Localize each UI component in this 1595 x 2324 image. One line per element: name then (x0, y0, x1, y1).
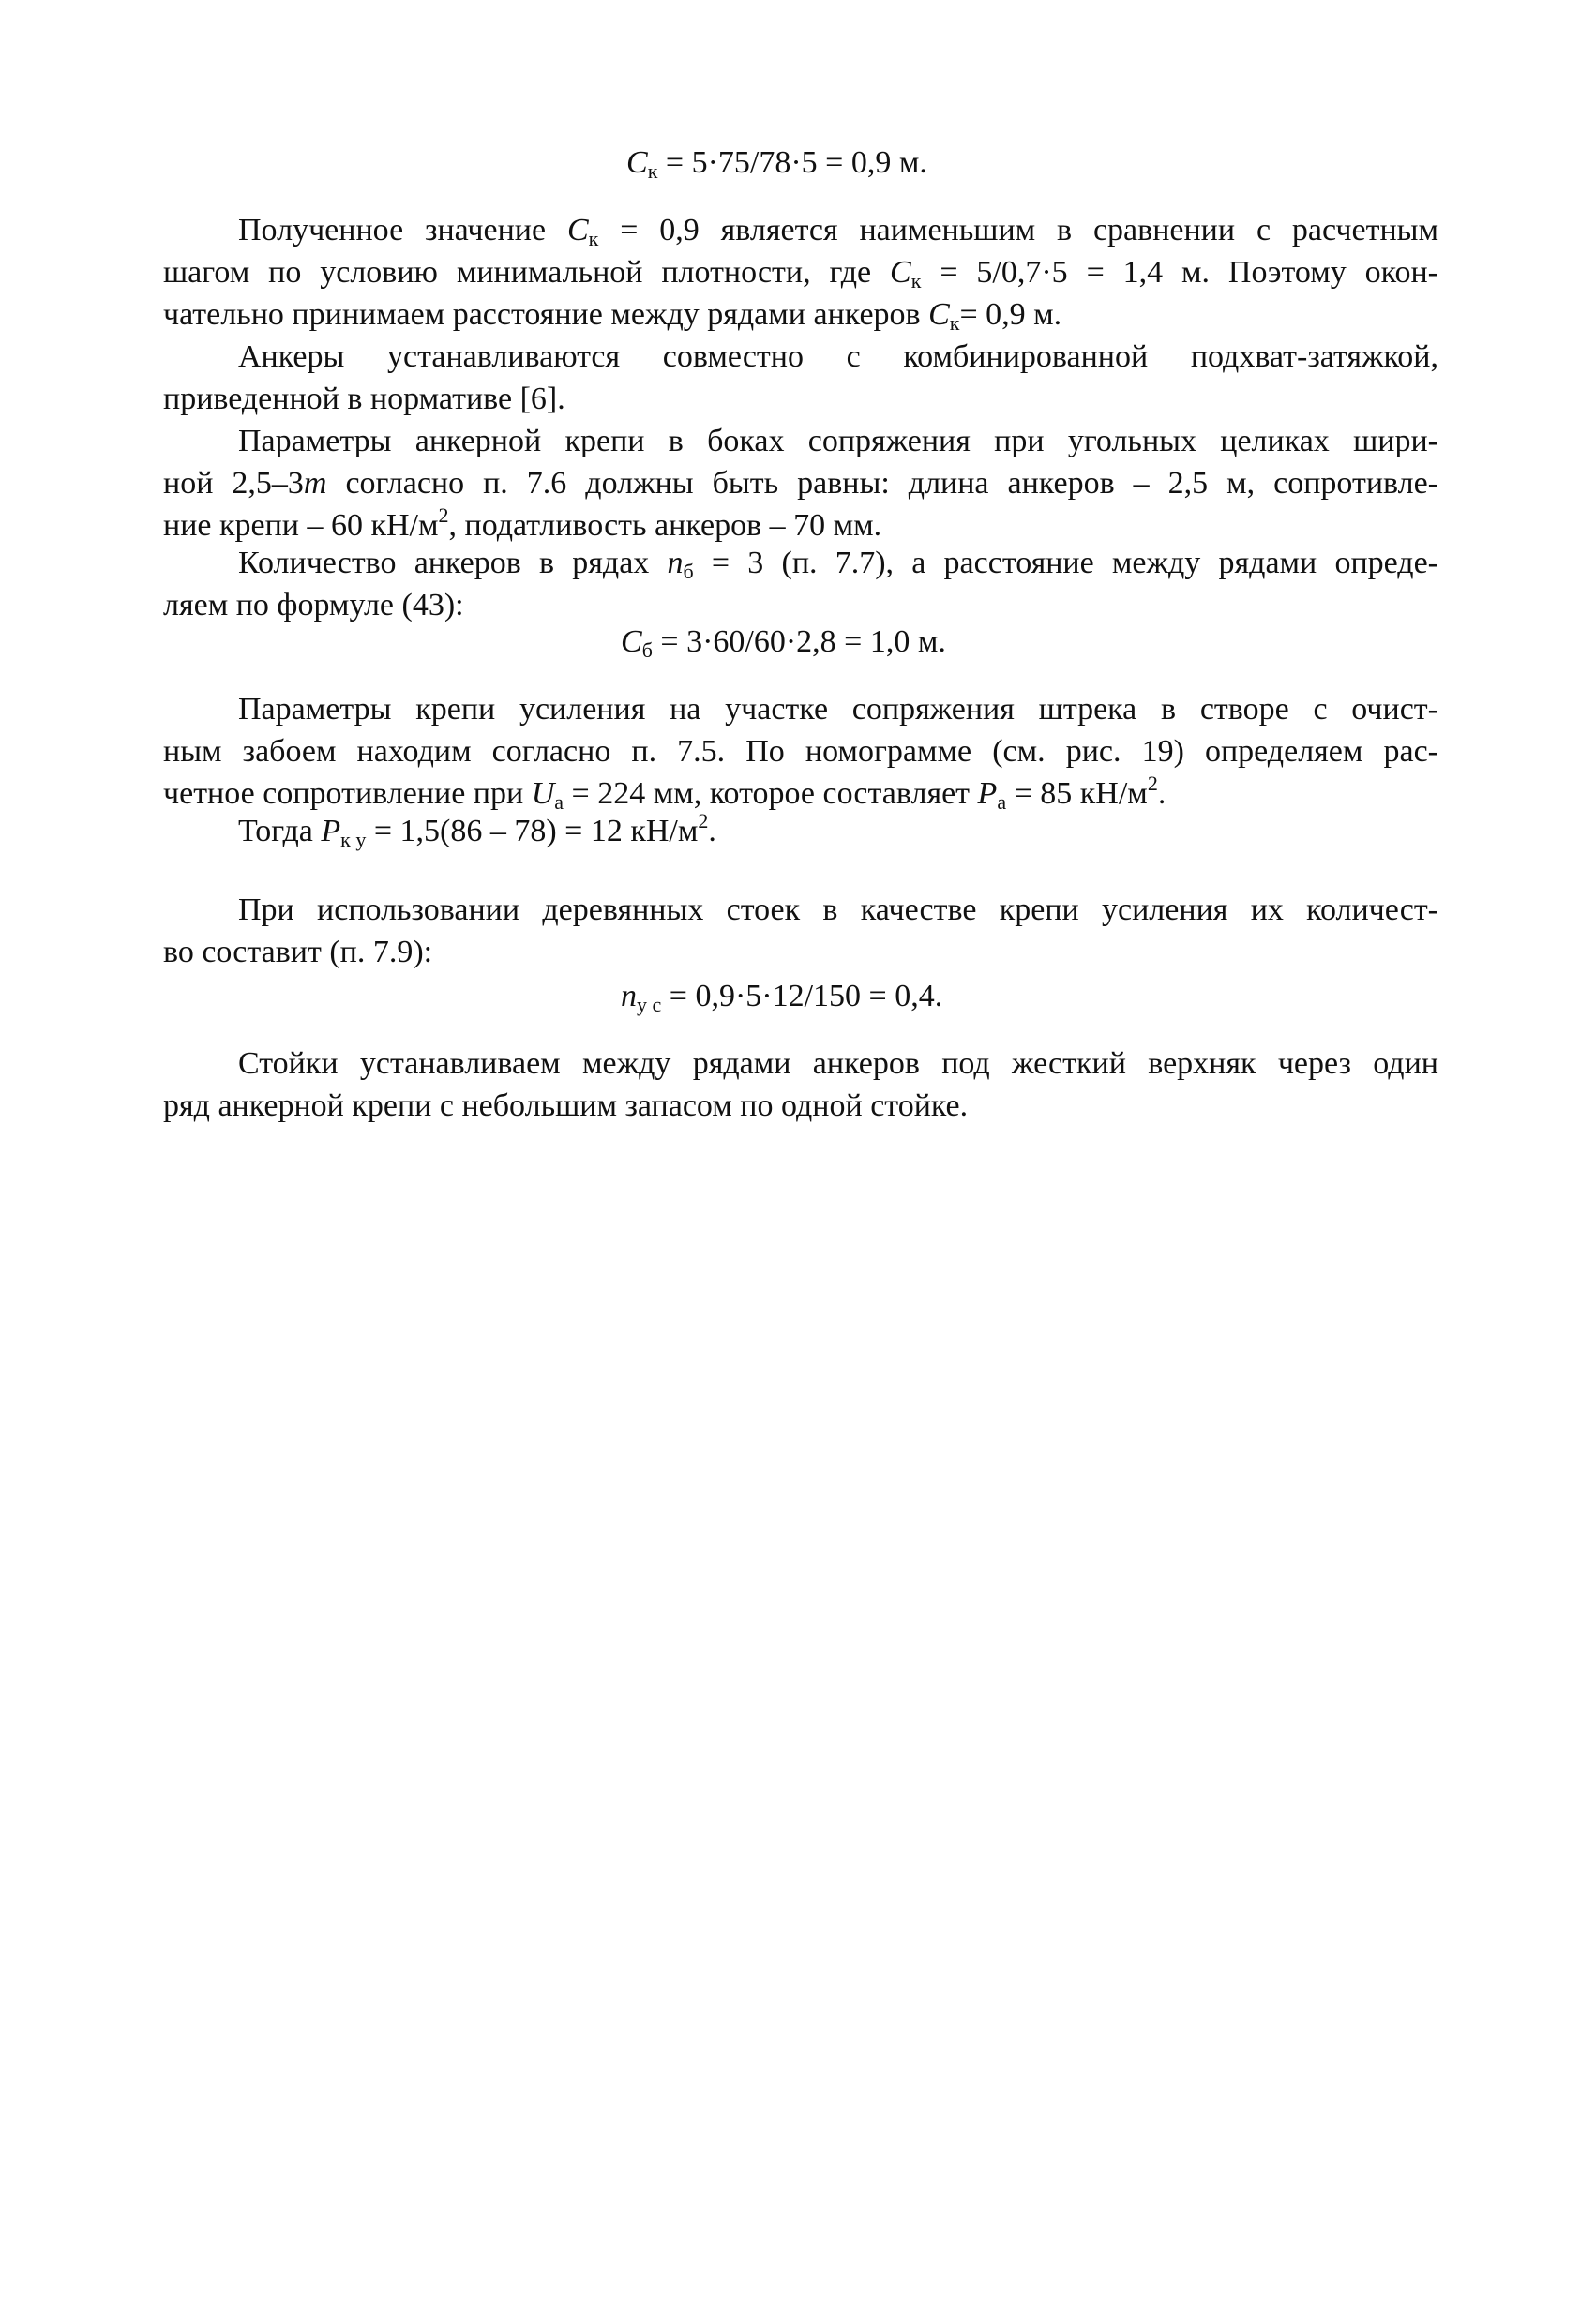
formula-ck (626, 142, 927, 184)
paragraph-4 (163, 542, 1438, 626)
paragraph-line: ным забоем находим согласно п. 7.5. По номограмме (см. рис. 19) определяем рас- (163, 734, 1438, 769)
paragraph-5 (163, 688, 1438, 815)
paragraph-3 (163, 420, 1438, 547)
formula-nus (621, 975, 942, 1017)
paragraph-line: Полученное значение $C_к = 0,9$ является наименьшим в сравнении с расчетным (238, 213, 1439, 250)
paragraph-6 (163, 810, 1438, 852)
formula-subscript: у с (637, 993, 662, 1016)
paragraph-line: чательно принимаем расстояние между рядами анкеров $C_к= 0,9$ м. (163, 297, 1062, 335)
paragraph-line: Параметры анкерной крепи в боках сопряжения при угольных целиках шири- (238, 424, 1438, 458)
formula-variable: C (626, 145, 648, 180)
formula-subscript: б (641, 638, 653, 662)
paragraph-7 (163, 889, 1438, 973)
formula-variable: C (621, 624, 642, 659)
paragraph-line: Анкеры устанавливаются совместно с комбинированной подхват-затяжкой, (238, 339, 1438, 374)
formula-subscript: к (647, 159, 658, 183)
formula-expression: = 5·75/78·5 = 0,9 м. (657, 145, 927, 180)
paragraph-line: четное сопротивление при $U_а = 224$ мм, которое составляет $P_а = 85$ $кН/м^2$. (163, 772, 1166, 814)
paragraph-line: приведенной в нормативе [6]. (163, 382, 565, 416)
paragraph-line: Тогда $P_{к у} = 1,5(86 - 78) = 12$ $кН/м^2$. (238, 809, 716, 851)
paragraph-line: Количество анкеров в рядах $n_б = 3$ (п. 7.7), а расстояние между рядами опреде- (238, 546, 1438, 583)
paragraph-line: шагом по условию минимальной плотности, где $C_к = 5/0,7\cdot 5 = 1,4$ м. Поэтому окон- (163, 255, 1438, 292)
paragraph-line: ной 2,5–3m согласно п. 7.6 должны быть равны: длина анкеров – 2,5 м, сопротивле- (163, 466, 1438, 501)
paragraph-line: ние крепи – 60 $кН/м^2$, податливость анкеров – 70 мм. (163, 503, 882, 543)
paragraph-1 (163, 209, 1438, 336)
paragraph-line: При использовании деревянных стоек в качестве крепи усиления их количест- (238, 892, 1438, 927)
formula-cb (621, 621, 946, 663)
paragraph-line: ляем по формуле (43): (163, 588, 464, 622)
paragraph-line: Параметры крепи усиления на участке сопряжения штрека в створе с очист- (238, 692, 1438, 727)
formula-variable: n (621, 979, 637, 1013)
paragraph-line: во составит (п. 7.9): (163, 935, 433, 969)
paragraph-8 (163, 1042, 1438, 1127)
paragraph-line: ряд анкерной крепи с небольшим запасом по одной стойке. (163, 1088, 969, 1123)
paragraph-2 (163, 336, 1438, 420)
formula-expression: = 0,9·5·12/150 = 0,4. (661, 979, 943, 1013)
paragraph-line: Стойки устанавливаем между рядами анкеров под жесткий верхняк через один (238, 1046, 1438, 1081)
formula-expression: = 3·60/60·2,8 = 1,0 м. (652, 624, 946, 659)
